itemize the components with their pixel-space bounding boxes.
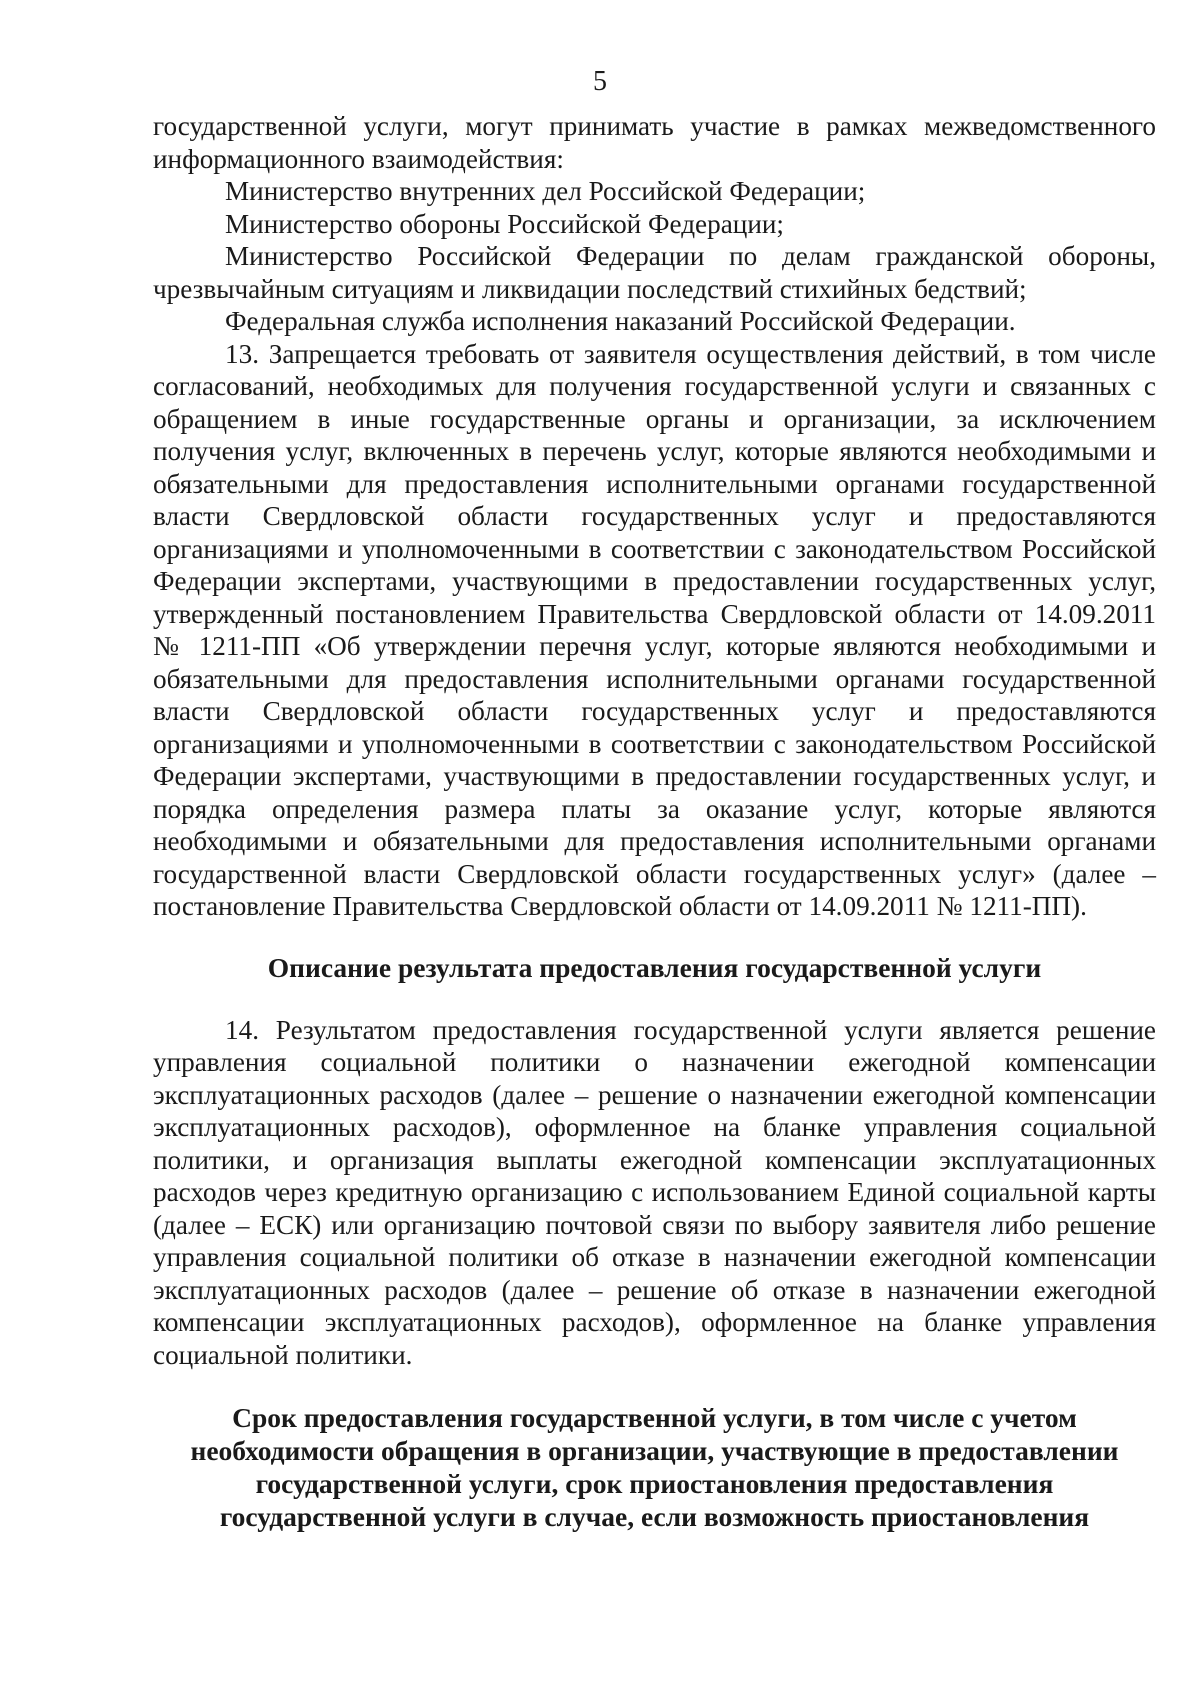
paragraph-mo: Министерство обороны Российской Федерации; — [225, 208, 784, 239]
paragraph-mchs: Министерство Российской Федерации по делам гражданской обороны, чрезвычайным ситуациям и ликвидации последствий стихийных бедствий; — [153, 241, 1156, 304]
paragraph-mvd: Министерство внутренних дел Российской Федерации; — [225, 176, 866, 206]
paragraph-13: 13. Запрещается требовать от заявителя осуществления действий, в том числе согласований, необходимых для получения государственной услуги и связанных с обращением в иные государственные органы и организации, за исключением получения услуг, включенных в перечень услуг, которые являются необходимыми и обязательными для предоставления исполнительными органами государственной власти Свердловской области государственных услуг и предоставляются организациями и уполномоченными в соответствии с законодательством Российской Федерации экспертами, участвующими в предоставлении государственных услуг, утвержденный постановлением Правительства Свердловской области от 14.09.2011 № 1211-ПП «Об утверждении перечня услуг, которые являются необходимыми и обязательными для предоставления исполнительными органами государственной власти Свердловской области государственных услуг и предоставляются организациями и уполномоченными в соответствии с законодательством Российской Федерации экспертами, участвующими в предоставлении государственных услуг, и порядка определения размера платы за оказание услуг, которые являются необходимыми и обязательными для предоставления исполнительными органами государственной власти Свердловской области государственных услуг» (далее – постановление Правительства Свердловской области от 14.09.2011 № 1211-ПП). — [153, 338, 1156, 921]
paragraph-continuation: государственной услуги, могут принимать участие в рамках межведомственного информационного взаимодействия: — [153, 111, 1156, 174]
document-body — [153, 110, 1156, 1533]
section-heading-term: Срок предоставления государственной услуги, в том числе с учетом необходимости обращения в организации, участвующие в предоставлении государственной услуги, срок приостановления предоставления государственной услуги в случае, если возможность приостановления — [190, 1402, 1119, 1532]
page-number: 5 — [593, 66, 607, 97]
paragraph-fsin: Федеральная служба исполнения наказаний Российской Федерации. — [225, 306, 1016, 336]
section-heading-result: Описание результата предоставления государственной услуги — [267, 951, 1042, 983]
paragraph-14: 14. Результатом предоставления государственной услуги является решение управления социальной политики о назначении ежегодной компенсации эксплуатационных расходов (далее – решение о назначении ежегодной компенсации эксплуатационных расходов), оформленное на бланке управления социальной политики, и организация выплаты ежегодной компенсации эксплуатационных расходов через кредитную организацию с использованием Единой социальной карты (далее – ЕСК) или организацию почтовой связи по выбору заявителя либо решение управления социальной политики об отказе в назначении ежегодной компенсации эксплуатационных расходов (далее – решение об отказе в назначении ежегодной компенсации эксплуатационных расходов), оформленное на бланке управления социальной политики. — [153, 1014, 1156, 1370]
